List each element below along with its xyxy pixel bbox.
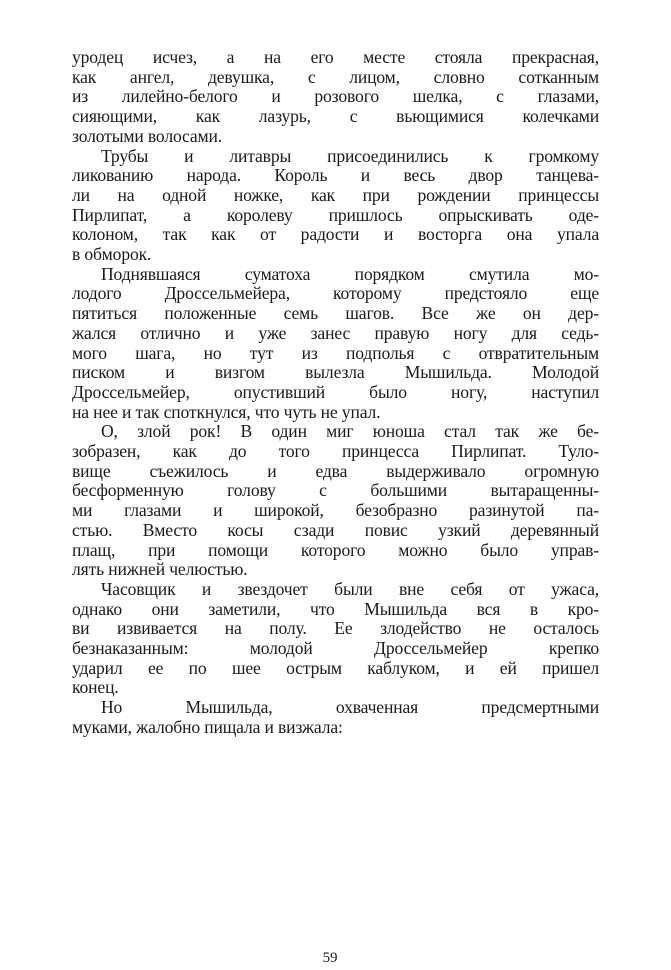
text-line: Но Мышильда, охваченная предсмертными [101,697,599,718]
text-line: на нее и так споткнулся, что чуть не упал. [72,401,381,422]
text-line: колоном, так как от радости и восторга она упала [72,224,599,245]
text-line: плащ, при помощи которого можно было управ- [72,539,599,560]
text-line: Пирлипат, а королеву пришлось опрыскивать оде- [72,204,599,225]
text-line: Трубы и литавры присоединились к громкому [101,145,599,166]
text-line: лять нижней челюстью. [72,559,248,580]
text-line: однако они заметили, что Мышильда вся в кро- [72,598,599,619]
text-line: пятиться положенные семь шагов. Все же он дер- [72,303,599,324]
text-line: муками, жалобно пищала и визжала: [72,716,343,737]
text-line: мого шага, но тут из подполья с отвратительным [72,342,599,363]
page-number: 59 [322,950,338,966]
text-line: безнаказанным: молодой Дроссельмейер крепко [72,638,599,658]
text-line: ударил ее по шее острым каблуком, и ей пришел [72,657,599,678]
text-line: как ангел, девушка, с лицом, словно сотканным [72,66,599,87]
text-line: бесформенную голову с большими вытаращенны- [72,480,599,501]
text-line: в обморок. [72,244,152,264]
text-line: жался отлично и уже занес правую ногу для седь- [72,322,599,343]
text-line: Поднявшаяся суматоха порядком смутила мо- [101,263,599,284]
text-line: зобразен, как до того принцесса Пирлипат. Туло- [72,441,599,461]
text-line: золотыми волосами. [72,125,223,146]
text-line: ликованию народа. Король и весь двор танцева- [72,165,599,186]
text-line: ли на одной ножке, как при рождении принцессы [72,184,599,205]
text-line: писком и визгом вылезла Мышильда. Молодой [72,362,599,383]
text-line: сияющими, как лазурь, с вьющимися колечками [72,106,599,127]
text-line: уродец исчез, а на его месте стояла прекрасная, [72,47,599,67]
text-line: вище съежилось и едва выдерживало огромную [72,460,599,481]
text-line: лодого Дроссельмейера, которому предстояло еще [72,283,599,304]
text-line: из лилейно-белого и розового шелка, с глазами, [72,86,599,107]
text-line: Дроссельмейер, опустивший было ногу, наступил [72,381,599,402]
text-line: Часовщик и звездочет были вне себя от ужаса, [101,578,599,599]
text-line: О, злой рок! В один миг юноша стал так же бе- [101,421,599,442]
text-line: стью. Вместо косы сзади повис узкий деревянный [72,519,599,540]
text-line: ми глазами и широкой, безобразно разинутой па- [72,500,599,521]
text-line: ви извивается на полу. Ее злодейство не осталось [72,618,599,639]
text-line: конец. [72,677,119,698]
